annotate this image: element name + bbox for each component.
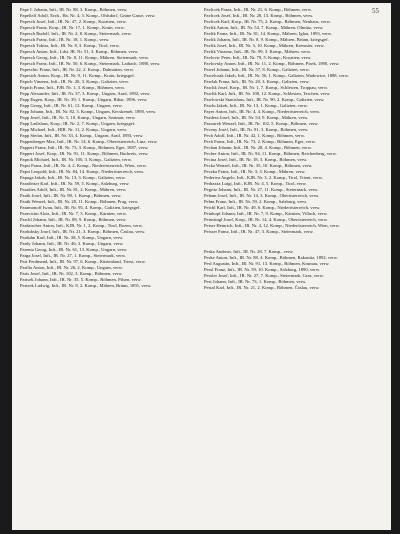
roll-entry: Paprok Michael, Inft., IR. Nr. 100, 3. Komp., Galizien, verw. [20, 157, 132, 162]
roll-entry: Pappert Josef, Korp., IR. Nr. 91, 11. Komp., Böhmen, Budweis, verw. [20, 151, 149, 156]
roll-entry: Pavlik Johann, Inft., IR. Nr. 8, 9. Komp., Mähren, Brünn, kriegsgef. [204, 37, 329, 42]
roll-entry: Pedrazza Luigi, Inft., KJR. Nr. 4, 5. Komp., Tirol, verw. [204, 181, 307, 186]
roll-entry: Pavlovic Peter, Inft., IR. Nr. 79, 5. Komp., Kroatien, verw. [204, 55, 312, 60]
roll-entry: Pardubsky Josef, Inft., IR. Nr. 21, 3. Komp., Böhmen, Časlau, verw. [20, 229, 146, 234]
roll-entry: Pederiva Angelo, Inft., KJR. Nr. 3, 2. Komp., Tirol, Trient, verw. [204, 175, 323, 180]
roll-entry: Papesch Georg, Inft., IR. Nr. 8, 11. Komp., Mähren, Steiermark, verw. [20, 55, 150, 60]
roll-entry: Papesch Franz, Inft., IR. Nr. 18, 1. Komp., verw. [20, 37, 110, 42]
roll-entry: Pavlicek Karl, Korp., IR. Nr. 75, 2. Komp., Böhmen, Neuhaus, verw. [204, 19, 331, 24]
roll-entry: Papp Alexander, Inft., IR. Nr. 37, 3. Komp., Ungarn, Arad, 1892, verw. [20, 91, 151, 96]
roll-entry: Pavlovsky Anton, Inft., IR. Nr. 11, 2. Komp., Böhmen, Pisek, 1890, verw. [204, 61, 340, 66]
column-right [204, 7, 382, 291]
roll-entry: Pawlowski Stanislaus, Inft., IR. Nr. 90, 2. Komp., Galizien, verw. [204, 97, 325, 102]
roll-entry: Papeschic Franz, Inft., IR. Nr. 22, 2. Komp., Dalmatien, verw. [20, 67, 135, 72]
roll-entry: Pape I. Johann, Inft., IR. Nr. 88, 3. Komp., Böhmen, verw. [20, 7, 128, 12]
roll-entry: Pavlicek Josef, Inft., IR. Nr. 28, 13. Komp., Böhmen, verw. [204, 13, 314, 18]
roll-entry: Peiser Heinrich, Inft., IR. Nr. 4, 12. Komp., Niederösterreich, Wien, verw. [204, 223, 340, 228]
roll-entry: Papp Georg, Inft., IR. Nr. 61, 12. Komp., Ungarn, verw. [20, 103, 123, 108]
roll-entry: Pechan Johann, Inft., IR. Nr. 28, 4. Komp., Böhmen, verw. [204, 145, 312, 150]
roll-entry: Papich Franz, Inft., FJB. Nr. 1, 3. Komp., Böhmen, verw. [20, 85, 126, 90]
roll-entry: Pawel Johann, Inft., IR. Nr. 57, 8. Komp., Galizien, verw. [204, 67, 310, 72]
roll-entry: Papesch Rudolf, Inft., IR. Nr. 2, 8. Komp., Steiermark, verw. [20, 31, 132, 36]
roll-entry: Parilla Anton, Inft., IR. Nr. 26, 2. Komp., Ungarn, verw. [20, 265, 124, 270]
roll-entry: Peske Anton, Inft., IR. Nr. 88, 4. Komp., Böhmen, Rakonitz, 1892, verw. [204, 255, 338, 260]
roll-entry: Pavlik Josef, Inft., IR. Nr. 3, 10. Komp., Mähren, Kremsier, verw. [204, 43, 325, 48]
roll-entry: Papp Eugen, Korp., IR. Nr. 39, 1. Komp., Ungarn, Bihar, 1896, verw. [20, 97, 148, 102]
roll-entry: Papich Vinzenz, Inft., IR. Nr. 20, 3. Komp., Galizien, verw. [20, 79, 130, 84]
roll-entry: Parchl Johann, Inft., IR. Nr. 88, 9. Komp., Böhmen, verw. [20, 217, 127, 222]
roll-entry: Papesch Josef, Inft., IR. Nr. 47, 2. Komp., Kroatien, verw. [20, 19, 127, 24]
column-left [20, 7, 198, 289]
roll-entry: Pappert Franz, Inft., IR. Nr. 73, 3. Komp., Böhmen, Eger, 1887, verw. [20, 145, 149, 150]
roll-entry: Pavlik Anton, Inft., IR. Nr. 54, 7. Komp., Mähren, Olmütz, verw. [204, 25, 324, 30]
roll-entry: Pazourek Wenzel, Inft., IR. Nr. 102, 5. Komp., Böhmen, verw. [204, 121, 319, 126]
roll-entry: Pardatscher Anton, Inft., KJR. Nr. 1, 2. Komp., Tirol, Bozen, verw. [20, 223, 143, 228]
section-gap [204, 235, 382, 249]
roll-entry: Parisek Johann, Inft., IR. Nr. 35, 5. Komp., Böhmen, Pilsen, verw. [20, 277, 142, 282]
roll-entry: Pech Adolf, Inft., IR. Nr. 42, 1. Komp., Böhmen, verw. [204, 133, 306, 138]
roll-entry: Papp Michael, Inft., HIR. Nr. 11, 2. Komp., Ungarn, verw. [20, 127, 128, 132]
roll-entry: Pawelczak Jakob, Inft., IR. Nr. 56, 1. Komp., Galizien, Wadowice, 1888, verw. [204, 73, 349, 78]
roll-entry: Paradeiser Karl, Inft., IR. Nr. 59, 5. Komp., Salzburg, verw. [20, 181, 130, 186]
roll-entry: Pazdera Josef, Inft., IR. Nr. 54, 9. Komp., Mähren, verw. [204, 115, 309, 120]
roll-entry: Payer Anton, Inft., IR. Nr. 4, 4. Komp., Niederösterreich, verw. [204, 109, 321, 114]
roll-entry: Papeltelf Adolf, Erzh., Ha. Nr. 4, 3. Komp., Ohlsdorf, Grüne Gasse, verw. [20, 13, 156, 18]
roll-entry: Pecher Anton, Inft., IR. Nr. 94, 11. Komp., Böhmen, Reichenberg, verw. [204, 151, 337, 156]
roll-entry: Peisser Franz, Inft., IR. Nr. 47, 3. Komp., Steiermark, verw. [204, 229, 314, 234]
roll-entry: Pardy Johann, Inft., IR. Nr. 46, 3. Komp., Ungarn, verw. [20, 241, 124, 246]
roll-entry: Paramonoff Iwan, Inft., IR. Nr. 95, 4. Komp., Galizien, kriegsgef. [20, 205, 141, 210]
roll-entry: Pest Johann, Inft., IR. Nr. 73, 1. Komp., Böhmen, verw. [204, 279, 307, 284]
roll-entry: Pawlu Jakob, Inft., IR. Nr. 13, 1. Komp., Galizien, verw. [204, 103, 308, 108]
roll-entry: Papesch Anton, Inft., Ldst. IR. Nr. 51, 3. Komp., Böhmen, verw. [20, 49, 139, 54]
roll-entry: Paravicini Alois, Inft., IR. Nr. 7, 3. Komp., Kärnten, verw. [20, 211, 127, 216]
roll-entry: Papuga Jakob, Inft., IR. Nr. 13, 3. Komp., Galizien, verw. [20, 175, 126, 180]
roll-entry: Parenta Georg, Inft., IR. Nr. 61, 13. Komp., Ungarn, verw. [20, 247, 128, 252]
roll-entry: Papp Josef, Inft., IR. Nr. 5, 10. Komp., Ungarn, Szatmár, verw. [20, 115, 136, 120]
roll-entry: Peczka Franz, Inft., IR. Nr. 3, 3. Komp., Mähren, verw. [204, 169, 306, 174]
roll-entry: Pavlicek Franz, Inft., IR. Nr. 21, 6. Komp., Böhmen, verw. [204, 7, 312, 12]
roll-entry: Pestal Karl, Inft., IR. Nr. 21, 2. Komp., Böhmen, Časlau, verw. [204, 285, 320, 290]
roll-entry: Pecina Josef, Inft., IR. Nr. 18, 3. Komp., Böhmen, verw. [204, 157, 308, 162]
roll-entry: Peinstingl Josef, Korp., IR. Nr. 14, 4. Komp., Oberösterreich, verw. [204, 217, 328, 222]
roll-entry: Papp Stefan, Inft., IR. Nr. 33, 4. Komp., Ungarn, Arad, 1893, verw. [20, 133, 144, 138]
roll-entry: Papesch Franz, Korp., IR. Nr. 17, 1. Komp., Krain, verw. [20, 25, 125, 30]
roll-entry: Papesich Anton, Korp., IR. Nr. 9, 11. Komp., Krain, kriegsgef. [20, 73, 135, 78]
roll-entry: Pappenberger Max, Inft., IR. Nr. 14, 6. Komp., Oberösterreich, Linz, verw. [20, 139, 158, 144]
roll-entry: Pavlik Vinzenz, Inft., IR. Nr. 99, 3. Komp., Mähren, verw. [204, 49, 312, 54]
roll-entry: Pesl Augustin, Inft., IR. Nr. 91, 13. Komp., Böhmen, Krumau, verw. [204, 261, 330, 266]
roll-entry: Parák Josef, Inft., IR. Nr. 98, 1. Komp., Böhmen, verw. [20, 193, 122, 198]
roll-entry: Papesch Franz, Inft., IR. Nr. 50, 6. Komp., Steiermark, Laibach, 1888, verw. [20, 61, 161, 66]
roll-entry: Papst Leopold, Inft., IR. Nr. 84, 14. Komp., Niederösterreich, verw. [20, 169, 145, 174]
roll-entry: Papp Ladislaus, Korp., IR. Nr. 2, 7. Komp., Ungarn, kriegsgef. [20, 121, 136, 126]
roll-entry: Parizek Ludwig, Inft., IR. Nr. 8, 2. Komp., Mähren, Brünn, 1891, verw. [20, 283, 152, 288]
document-page [12, 3, 391, 530]
roll-entry: Pehm Franz, Inft., IR. Nr. 59, 2. Komp., Salzburg, verw. [204, 199, 308, 204]
roll-entry: Pawlik Karl, Inft., IR. Nr. 100, 12. Komp., Schlesien, Teschen, verw. [204, 91, 331, 96]
roll-entry: Pegritz Johann, Inft., IR. Nr. 27, 11. Komp., Steiermark, verw. [204, 187, 319, 192]
roll-entry: Pari Ferdinand, Inft., IR. Nr. 97, 6. Komp., Küstenland, Triest, verw. [20, 259, 146, 264]
roll-entry: Pawlik Josef, Korp., IR. Nr. 1, 7. Komp., Schlesien, Troppau, verw. [204, 85, 328, 90]
roll-entry: Pavlik Franz, Inft., IR. Nr. 81, 14. Komp., Mähren, Iglau, 1893, verw. [204, 31, 333, 36]
roll-entry: Papst Franz, Inft., IR. Nr. 4, 2. Komp., Niederösterreich, Wien, verw. [20, 163, 147, 168]
roll-entry: Pecka Wenzel, Inft., IR. Nr. 35, 10. Komp., Böhmen, verw. [204, 163, 313, 168]
roll-entry: Parduhn Karl, Inft., IR. Nr. 38, 5. Komp., Ungarn, verw. [20, 235, 124, 240]
roll-entry: Parák Wenzel, Inft., IR. Nr. 28, 11. Komp., Böhmen, Prag, verw. [20, 199, 139, 204]
roll-entry: Pessler Josef, Inft., IR. Nr. 27, 7. Komp., Steiermark, Graz, verw. [204, 273, 324, 278]
roll-entry: Peceny Josef, Inft., IR. Nr. 91, 3. Komp., Böhmen, verw. [204, 127, 309, 132]
roll-entry: Peichl Karl, Inft., IR. Nr. 49, 6. Komp., Niederösterreich, verw. [204, 205, 321, 210]
roll-entry: Pech Franz, Inft., IR. Nr. 73, 2. Komp., Böhmen, Eger, verw. [204, 139, 316, 144]
roll-entry: Papesch Tobias, Inft., IR. Nr. 8, 3. Komp., Tirol, verw. [20, 43, 120, 48]
roll-entry: Paris Josef, Inft., IR. Nr. 102, 3. Komp., Böhmen, verw. [20, 271, 123, 276]
roll-entry: Peinhopf Johann, Inft., IR. Nr. 7, 9. Komp., Kärnten, Villach, verw. [204, 211, 328, 216]
roll-entry: Papp Johann, Inft., IR. Nr. 82, 3. Komp., Ungarn, Kecskemét, 1890, verw. [20, 109, 157, 114]
roll-entry: Peska Andreas, Inft., IR. Nr. 28, 7. Komp., verw. [204, 249, 294, 254]
roll-entry: Peham Josef, Inft., IR. Nr. 14, 3. Komp., Oberösterreich, verw. [204, 193, 320, 198]
page-number: 55 [372, 7, 379, 15]
roll-entry: Pawlak Franz, Inft., IR. Nr. 20, 3. Komp., Galizien, verw. [204, 79, 310, 84]
roll-entry: Parga Josef, Inft., IR. Nr. 27, 1. Komp., Steiermark, verw. [20, 253, 127, 258]
roll-entry: Paradies Adolf, Inft., IR. Nr. 81, 2. Komp., Mähren, verw. [20, 187, 127, 192]
roll-entry: Pessl Franz, Inft., IR. Nr. 59, 10. Komp., Salzburg, 1890, verw. [204, 267, 320, 272]
